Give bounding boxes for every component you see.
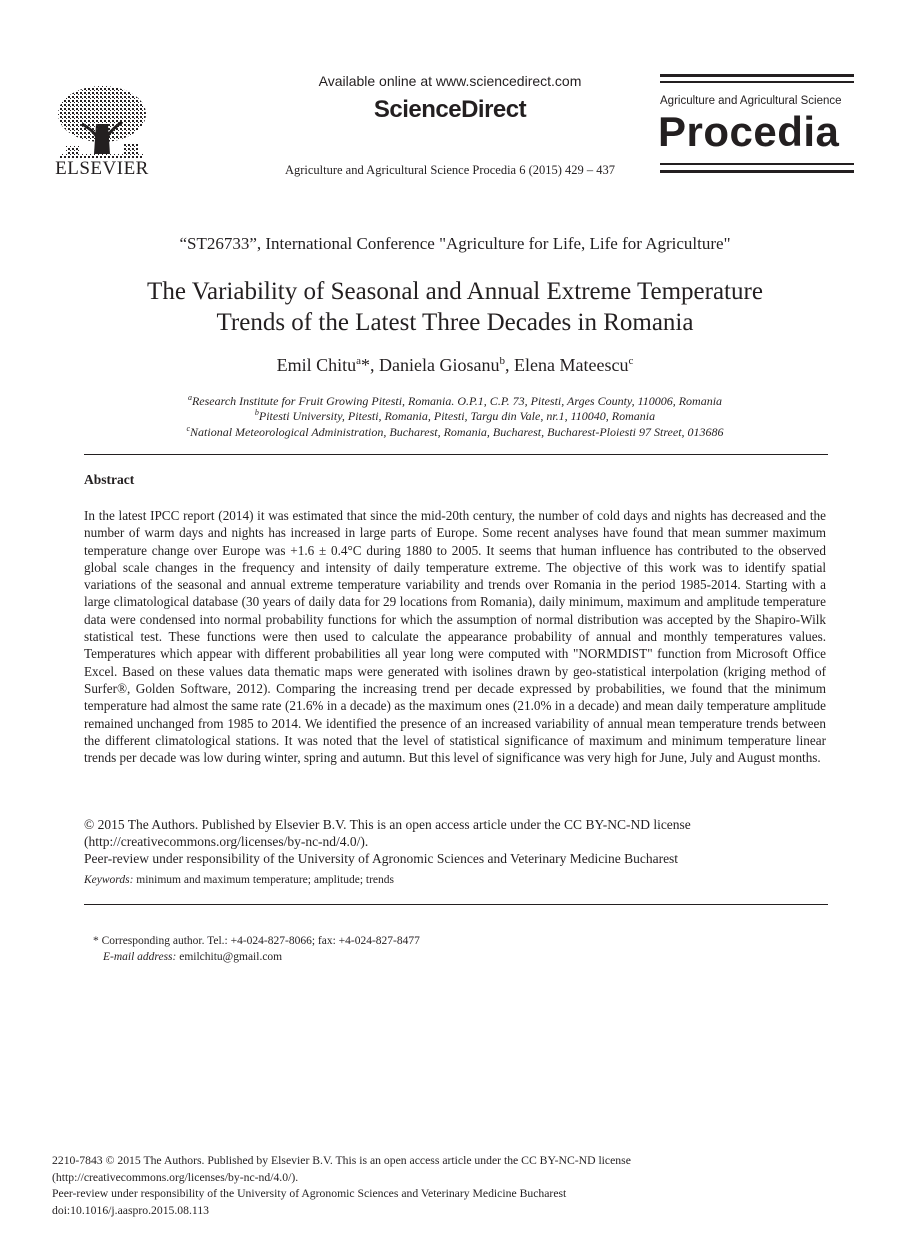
publisher-name: ELSEVIER xyxy=(55,158,149,179)
article-title xyxy=(60,276,850,338)
author-separator: , xyxy=(505,355,515,375)
conference-name: “ST26733”, International Conference "Agriculture for Life, Life for Agriculture" xyxy=(179,234,731,253)
copyright-block xyxy=(84,816,826,867)
copyright-line: © 2015 The Authors. Published by Elsevier B.V. This is an open access article under the CC BY-NC-ND license xyxy=(84,817,691,832)
affiliation-mark: c xyxy=(186,424,191,433)
logo-rule-bottom-thin xyxy=(660,163,854,165)
affiliation-text: National Meteorological Administration, Bucharest, Romania, Bucharest, Bucharest-Ploiesti 97 Street, 013686 xyxy=(190,425,724,439)
abstract-body: In the latest IPCC report (2014) it was estimated that since the mid-20th century, the number of cold days and nights has decreased and the number of warm days and nights has increased in large parts of Europe. Some recent analyses have found that mean summer maximum temperature change over Europe was +1.6 ± 0.4°C during 1880 to 2005. It seems that human influence has contributed to the observed global scale changes in the frequency and intensity of daily temperature extreme. The objective of this work was to identify spatial variations of the seasonal and annual extreme temperature variability and trends over Romania in the period 1985-2014. Starting with a large climatological database (30 years of daily data for 29 locations from Romania), daily minimum, maximum and amplitude temperature data were condensed into normal probability functions for which the assumption of normal distribution was accepted by the Shapiro-Wilk statistical test. These functions were then used to calculate the appearance probability of annual and monthly temperatures values. Temperatures which appear with different probabilities all year long were computed with "NORMDIST" function from Microsoft Office Excel. Based on these values data thematic maps were generated with isolines drawn by geo-statistical interpolation (kriging method of Surfer®, Golden Software, 2012). Comparing the increasing trend per decade expressed by probabilities, we found that the minimum temperature had almost the same rate (21.6% in a decade) as the maximum ones (21.0% in a decade) and mean daily temperature amplitude remained unchanged from 1985 to 2014. We identified the presence of an increased variability of annual mean temperature trends between the different climatological stations. It was noted that the level of statistical significance of maximum and minimum temperature linear trends per decade was low during winter, spring and autumn. But this level of significance was very high for June, July and August months. xyxy=(84,508,826,766)
divider-bottom xyxy=(84,904,828,905)
journal-name: Procedia xyxy=(658,108,840,155)
footer-doi[interactable]: doi:10.1016/j.aaspro.2015.08.113 xyxy=(52,1203,210,1217)
divider-top xyxy=(84,454,828,455)
email-label: E-mail address: xyxy=(103,951,177,963)
keywords-list: minimum and maximum temperature; amplitude; trends xyxy=(136,874,395,886)
author-name: Daniela Giosanu xyxy=(379,355,500,375)
logo-rule-top xyxy=(660,74,854,77)
affiliation-mark: b xyxy=(254,408,259,417)
author-name: Emil Chitu xyxy=(276,355,357,375)
author-affiliation-mark: c xyxy=(628,355,634,367)
affiliation-mark: a xyxy=(187,393,192,402)
affiliation-a xyxy=(60,393,850,409)
keywords-label: Keywords: xyxy=(84,874,134,886)
corresponding-author: * Corresponding author. Tel.: +4-024-827-8066; fax: +4-024-827-8477 xyxy=(93,935,420,947)
author-separator: *, xyxy=(361,355,380,375)
journal-citation: Agriculture and Agricultural Science Procedia 6 (2015) 429 – 437 xyxy=(284,163,616,177)
author-name: Elena Mateescu xyxy=(514,355,629,375)
footer-info xyxy=(52,1153,852,1219)
title-line-2: Trends of the Latest Three Decades in Romania xyxy=(216,309,694,336)
affiliation-text: Pitesti University, Pitesti, Romania, Pitesti, Targu din Vale, nr.1, 110040, Romania xyxy=(258,409,656,423)
email-line xyxy=(103,951,282,963)
affiliation-c xyxy=(60,424,850,440)
peer-review-line: Peer-review under responsibility of the University of Agronomic Sciences and Veterinary Medicine Bucharest xyxy=(84,851,679,866)
logo-rule-bottom xyxy=(660,170,854,173)
author-affiliation-mark: a xyxy=(356,355,362,367)
title-line-1: The Variability of Seasonal and Annual Extreme Temperature xyxy=(147,278,763,305)
affiliation-b xyxy=(60,408,850,424)
email-address[interactable]: emilchitu@gmail.com xyxy=(179,951,283,963)
abstract-heading: Abstract xyxy=(84,472,135,487)
footer-peer-review: Peer-review under responsibility of the University of Agronomic Sciences and Veterinary Medicine Bucharest xyxy=(52,1187,567,1200)
footer-issn: 2210-7843 © 2015 The Authors. Published by Elsevier B.V. This is an open access article under the CC BY-NC-ND license xyxy=(52,1154,631,1167)
footer-license-link[interactable]: (http://creativecommons.org/licenses/by-nc-nd/4.0/). xyxy=(52,1170,299,1184)
journal-logo xyxy=(660,74,854,174)
keywords xyxy=(84,874,826,886)
journal-subtitle: Agriculture and Agricultural Science xyxy=(660,95,842,107)
affiliation-text: Research Institute for Fruit Growing Pitesti, Romania. O.P.1, C.P. 73, Pitesti, Arges County, 110006, Romania xyxy=(191,394,723,408)
author-list xyxy=(60,355,850,376)
license-link[interactable]: (http://creativecommons.org/licenses/by-nc-nd/4.0/). xyxy=(84,834,369,849)
sciencedirect-brand: ScienceDirect xyxy=(373,96,527,123)
available-online-text: Available online at www.sciencedirect.com xyxy=(318,73,582,89)
author-affiliation-mark: b xyxy=(499,355,506,367)
logo-rule-top-thin xyxy=(660,81,854,83)
